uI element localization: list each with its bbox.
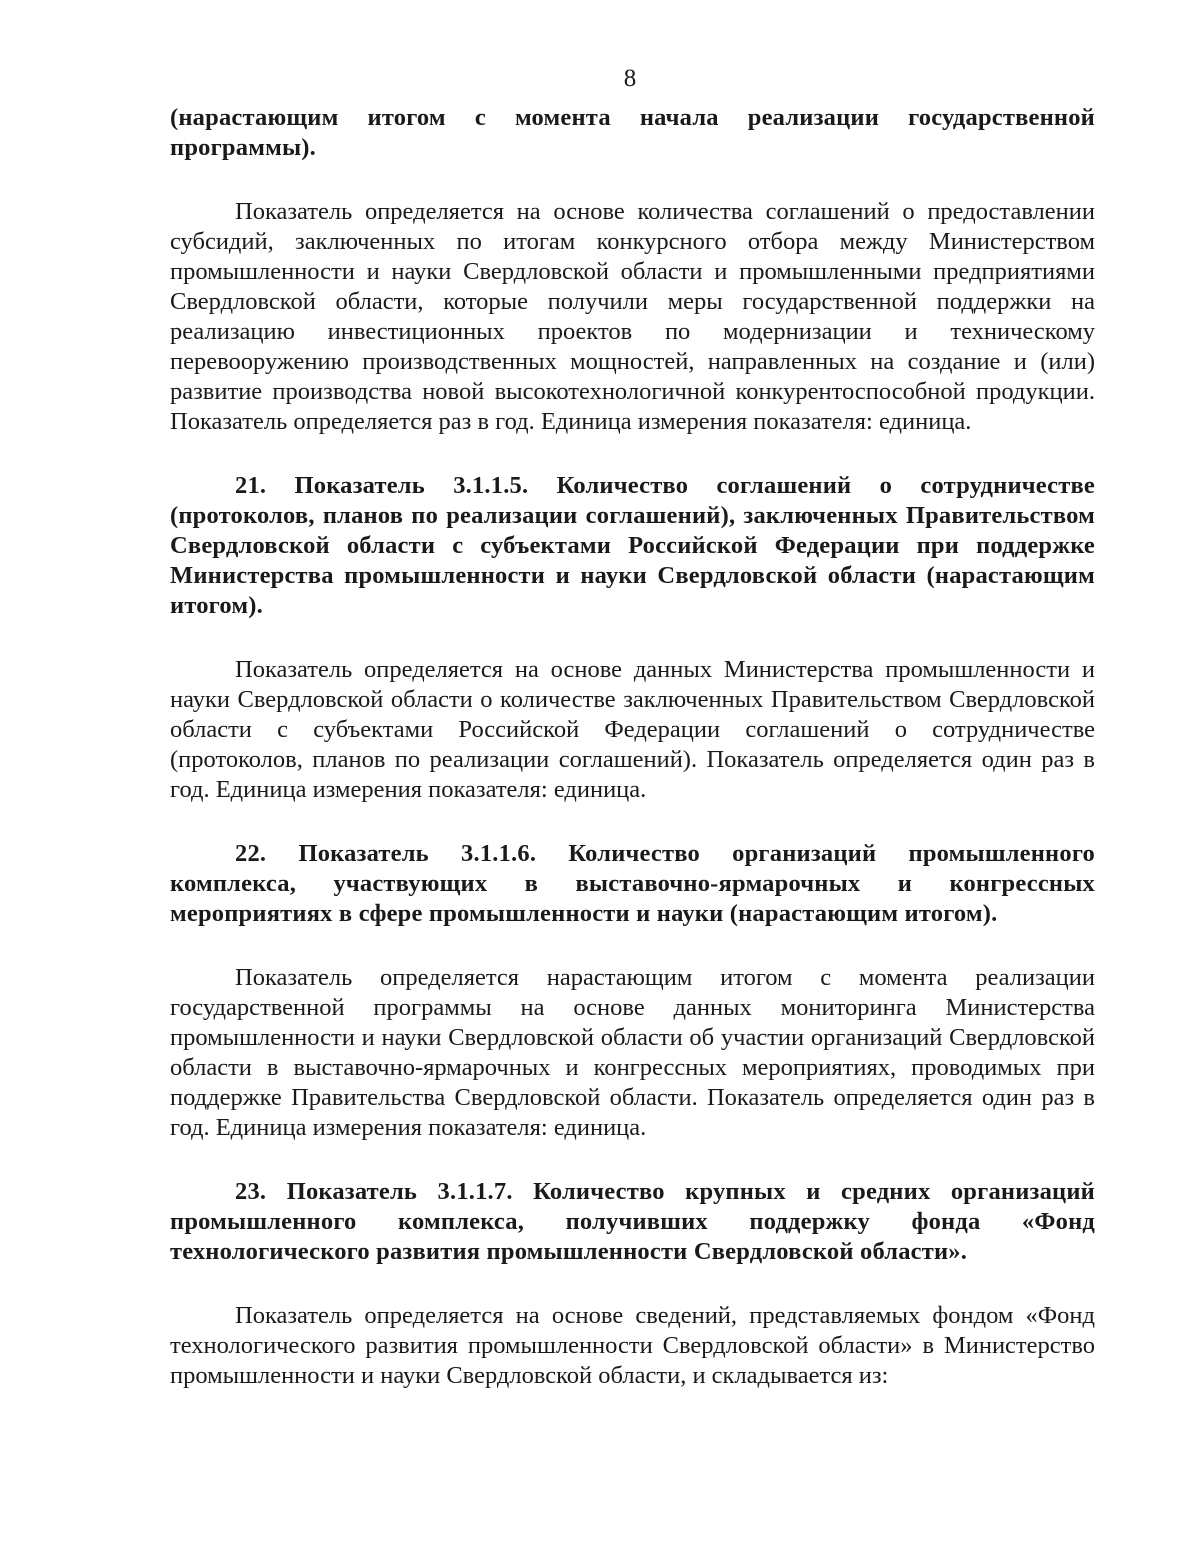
heading-indicator-21: 21. Показатель 3.1.1.5. Количество соглашений о сотрудничестве (протоколов, планов по реализации соглашений), заключенных Правительством Свердловской области с субъектами Российской Федерации при поддержке Министерства промышленности и науки Свердловской области (нарастающим итогом).: [170, 472, 1095, 619]
paragraph-indicator-22-description: Показатель определяется нарастающим итогом с момента реализации государственной программы на основе данных мониторинга Министерства промышленности и науки Свердловской области об участии организаций Свердловской области в выставочно-ярмарочных и конгрессных мероприятиях, проводимых при поддержке Правительства Свердловской области. Показатель определяется один раз в год. Единица измерения показателя: единица.: [170, 964, 1095, 1141]
paragraph-indicator-23-description: Показатель определяется на основе сведений, представляемых фондом «Фонд технологического развития промышленности Свердловской области» в Министерство промышленности и науки Свердловской области, и складывается из:: [170, 1302, 1095, 1389]
document-body: [170, 103, 1095, 1391]
heading-indicator-22: 22. Показатель 3.1.1.6. Количество организаций промышленного комплекса, участвующих в выставочно-ярмарочных и конгрессных мероприятиях в сфере промышленности и науки (нарастающим итогом).: [170, 840, 1095, 927]
heading-indicator-23: 23. Показатель 3.1.1.7. Количество крупных и средних организаций промышленного комплекса, получивших поддержку фонда «Фонд технологического развития промышленности Свердловской области».: [170, 1178, 1095, 1265]
page-number: 8: [623, 65, 637, 92]
heading-continuation: (нарастающим итогом с момента начала реализации государственной программы).: [170, 104, 1095, 161]
paragraph-indicator-20-description: Показатель определяется на основе количества соглашений о предоставлении субсидий, заключенных по итогам конкурсного отбора между Министерством промышленности и науки Свердловской области и промышленными предприятиями Свердловской области, которые получили меры государственной поддержки на реализацию инвестиционных проектов по модернизации и техническому перевооружению производственных мощностей, направленных на создание и (или) развитие производства новой высокотехнологичной конкурентоспособной продукции. Показатель определяется раз в год. Единица измерения показателя: единица.: [170, 198, 1095, 435]
paragraph-indicator-21-description: Показатель определяется на основе данных Министерства промышленности и науки Свердловской области о количестве заключенных Правительством Свердловской области с субъектами Российской Федерации соглашений о сотрудничестве (протоколов, планов по реализации соглашений). Показатель определяется один раз в год. Единица измерения показателя: единица.: [170, 656, 1095, 803]
